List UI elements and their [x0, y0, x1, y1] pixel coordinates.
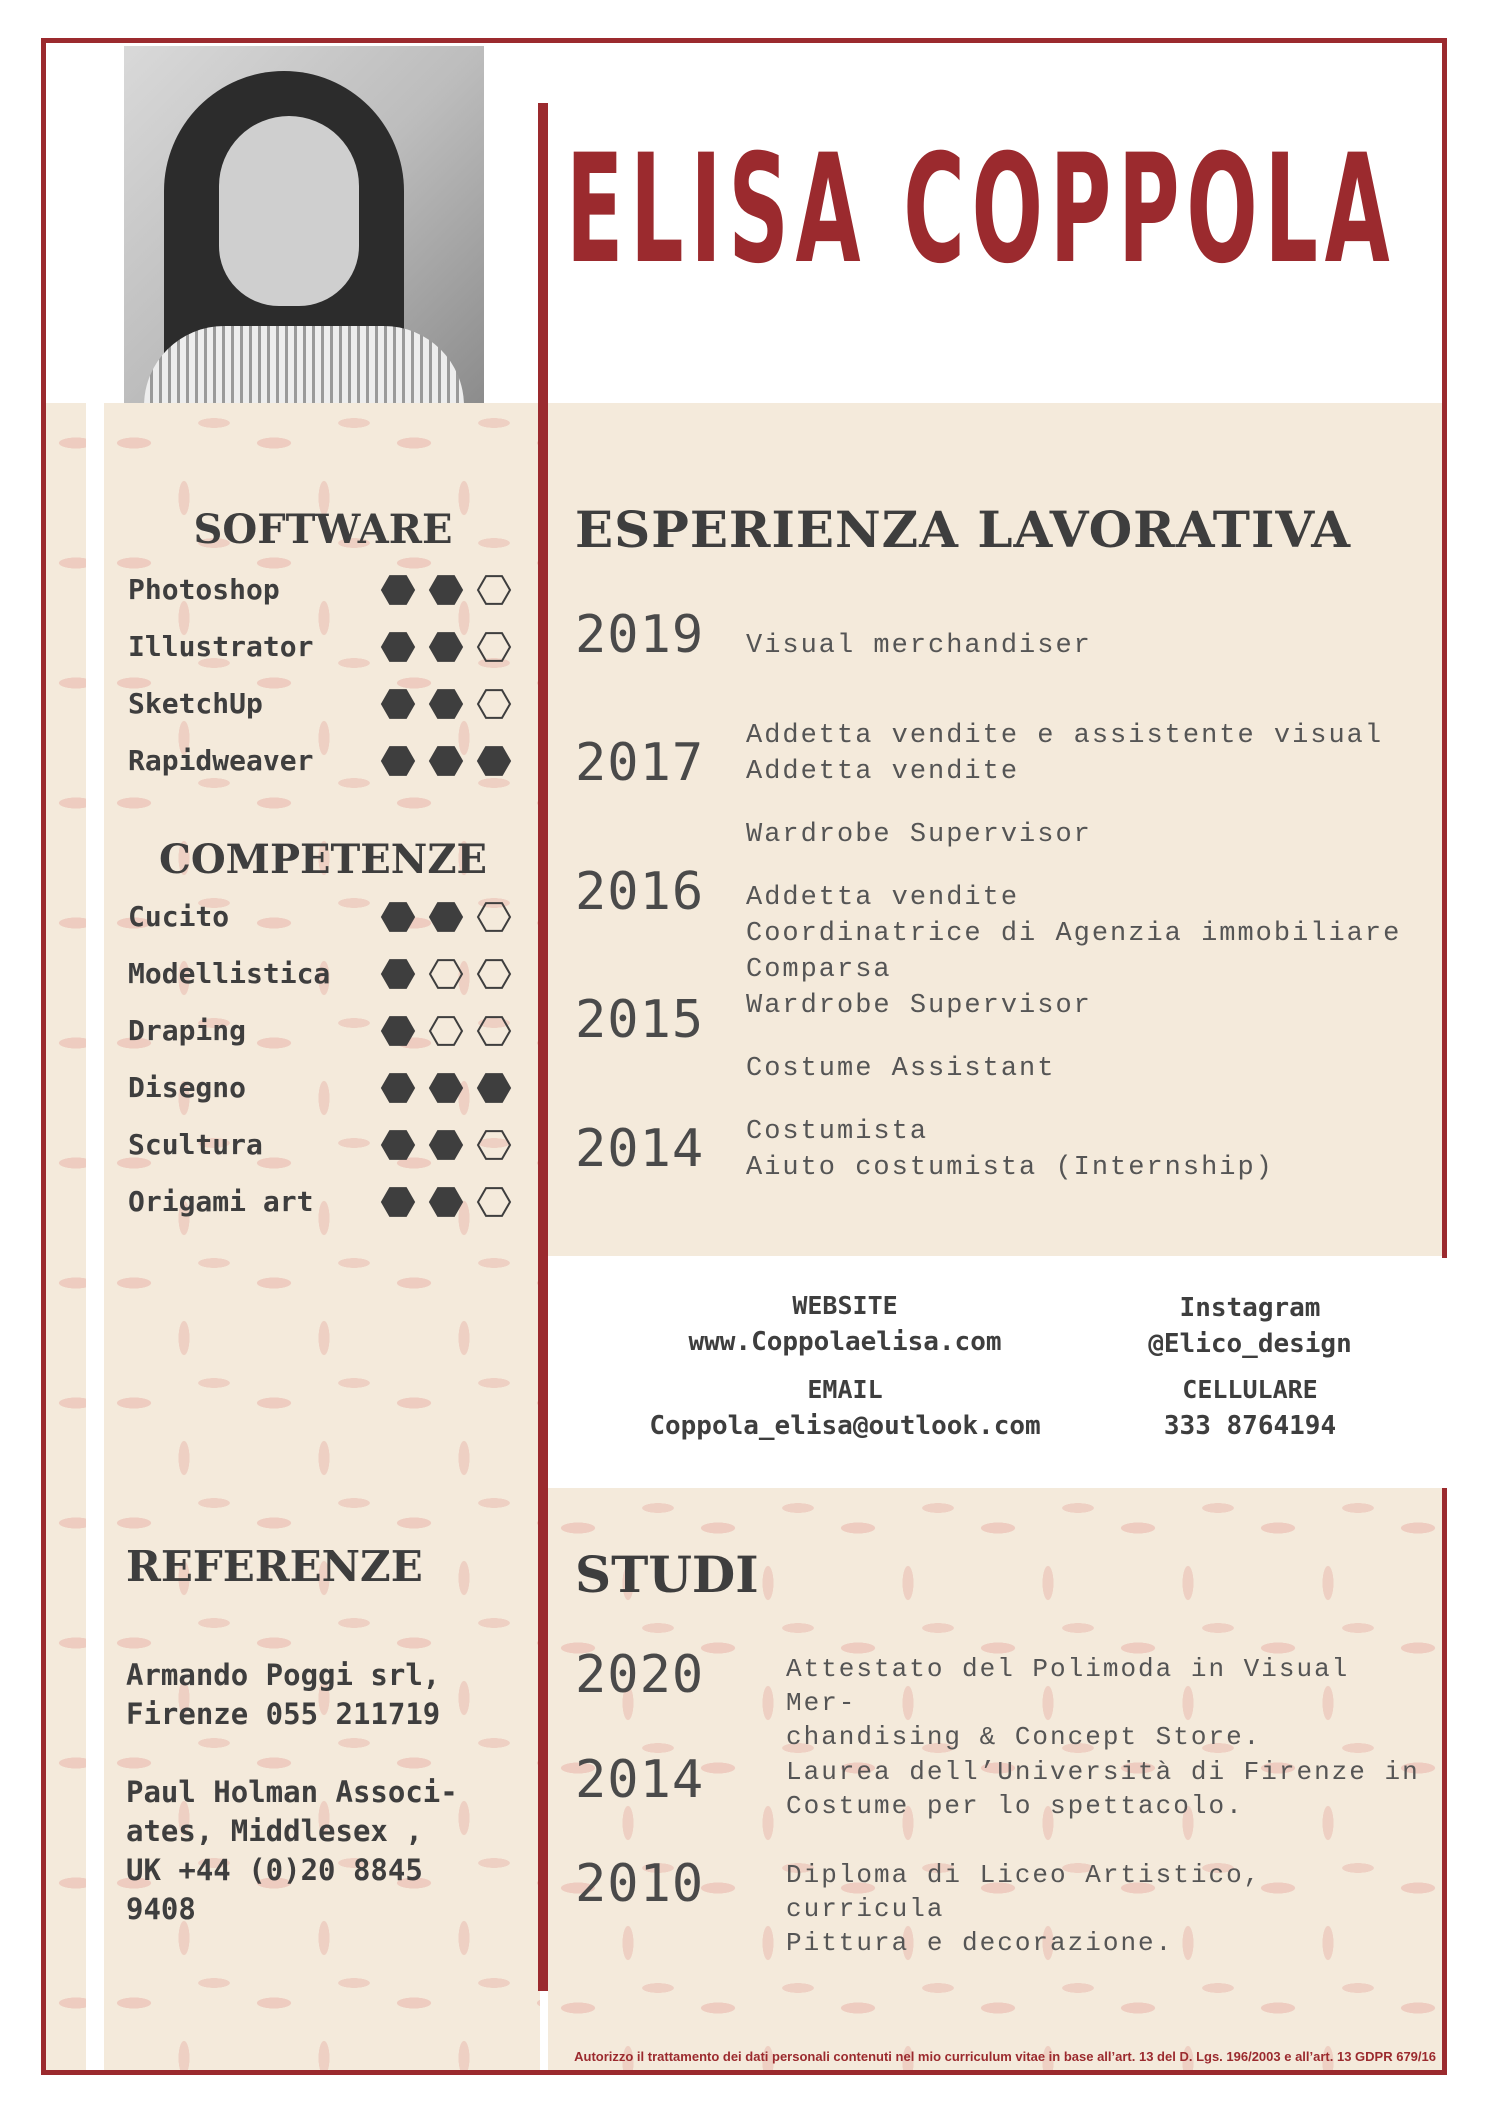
hexagon-filled-icon: [382, 633, 414, 661]
hexagon-empty-icon: [430, 1017, 462, 1045]
experience-year: 2015: [575, 990, 705, 1050]
skill-row: [128, 954, 518, 994]
email-link[interactable]: Coppola_elisa@outlook.com: [649, 1411, 1041, 1441]
experience-title: ESPERIENZA LAVORATIVA: [575, 500, 1352, 559]
job-title: Costumista: [746, 1117, 929, 1147]
hexagon-filled-icon: [430, 1188, 462, 1216]
skill-rating: [380, 745, 520, 777]
skill-row: [128, 1182, 518, 1222]
photo-face: [219, 116, 359, 306]
website-label: WEBSITE: [792, 1291, 898, 1320]
hexagon-filled-icon: [430, 576, 462, 604]
website-link[interactable]: www.Coppolaelisa.com: [688, 1327, 1002, 1357]
vertical-accent-bar: [538, 103, 548, 1991]
hexagon-filled-icon: [382, 903, 414, 931]
hexagon-empty-icon: [478, 690, 510, 718]
phone-number: 333 8764194: [1163, 1411, 1337, 1441]
hexagon-filled-icon: [430, 1131, 462, 1159]
skill-row: [128, 1011, 518, 1051]
hexagon-empty-icon: [478, 960, 510, 988]
skill-label: Cucito: [128, 900, 230, 933]
hexagon-filled-icon: [430, 633, 462, 661]
job-title: Costume Assistant: [746, 1054, 1056, 1084]
software-title: SOFTWARE: [193, 506, 453, 553]
frame-right-border-bottom: [1442, 1488, 1447, 2075]
hexagon-empty-icon: [430, 960, 462, 988]
skill-rating: [380, 1015, 520, 1047]
job-title: Visual merchandiser: [746, 631, 1092, 661]
job-title: Wardrobe Supervisor: [746, 991, 1092, 1021]
study-description: Diploma di Liceo Artistico, curricula Pittura e decorazione.: [786, 1860, 1262, 1958]
skill-rating: [380, 1072, 520, 1104]
skill-rating: [380, 901, 520, 933]
frame-right-border-top: [1442, 38, 1447, 1258]
instagram-label: Instagram: [1179, 1293, 1321, 1323]
job-title: Comparsa: [746, 955, 892, 985]
skill-label: Photoshop: [128, 573, 280, 606]
hexagon-empty-icon: [478, 1017, 510, 1045]
experience-year: 2014: [575, 1119, 705, 1179]
hexagon-filled-icon: [382, 690, 414, 718]
hexagon-filled-icon: [478, 1074, 510, 1102]
hexagon-empty-icon: [478, 903, 510, 931]
skill-label: Illustrator: [128, 630, 314, 663]
skill-row: [128, 684, 518, 724]
skill-label: Draping: [128, 1014, 247, 1047]
job-title: Coordinatrice di Agenzia immobiliare: [746, 919, 1402, 949]
competenze-title: COMPETENZE: [158, 836, 488, 883]
candidate-name: ELISA COPPOLA: [566, 123, 1397, 297]
experience-year: 2016: [575, 862, 705, 922]
skill-label: Rapidweaver: [128, 744, 314, 777]
profile-photo: [124, 46, 484, 403]
references-title: REFERENZE: [126, 1542, 423, 1591]
hexagon-filled-icon: [430, 903, 462, 931]
experience-year: 2019: [575, 605, 705, 665]
hexagon-filled-icon: [382, 576, 414, 604]
study-year: 2010: [575, 1854, 705, 1914]
frame-bottom-border: [41, 2070, 1447, 2075]
job-title: Aiuto costumista (Internship): [746, 1153, 1274, 1183]
hexagon-filled-icon: [430, 690, 462, 718]
skill-rating: [380, 1186, 520, 1218]
study-description: Attestato del Polimoda in Visual Mer- chandising & Concept Store.: [786, 1654, 1350, 1752]
skill-row: [128, 741, 518, 781]
skill-rating: [380, 958, 520, 990]
hexagon-empty-icon: [478, 633, 510, 661]
skill-rating: [380, 688, 520, 720]
hexagon-empty-icon: [478, 1188, 510, 1216]
skill-row: [128, 1125, 518, 1165]
skill-label: Origami art: [128, 1185, 314, 1218]
skill-label: SketchUp: [128, 687, 263, 720]
privacy-consent-note: Autorizzo il trattamento dei dati personali contenuti nel mio curriculum vitae in base all’art. 13 del D. Lgs. 196/2003 e all’art. 13 GDPR 679/16: [574, 2049, 1436, 2064]
hexagon-filled-icon: [430, 747, 462, 775]
skill-row: [128, 1068, 518, 1108]
job-title: Wardrobe Supervisor: [746, 820, 1092, 850]
skill-label: Modellistica: [128, 957, 331, 990]
phone-label: CELLULARE: [1182, 1375, 1318, 1404]
experience-year: 2017: [575, 733, 705, 793]
frame-top-border: [41, 38, 1447, 43]
hexagon-filled-icon: [382, 1074, 414, 1102]
job-title: Addetta vendite: [746, 883, 1020, 913]
hexagon-empty-icon: [478, 1131, 510, 1159]
hexagon-filled-icon: [430, 1074, 462, 1102]
hexagon-empty-icon: [478, 576, 510, 604]
job-title: Addetta vendite: [746, 757, 1020, 787]
hexagon-filled-icon: [382, 747, 414, 775]
reference-entry: Armando Poggi srl, Firenze 055 211719: [126, 1658, 441, 1731]
job-title: Addetta vendite e assistente visual: [746, 721, 1384, 751]
hexagon-filled-icon: [382, 1017, 414, 1045]
skill-row: [128, 627, 518, 667]
study-year: 2014: [575, 1750, 705, 1810]
skill-rating: [380, 1129, 520, 1161]
photo-shirt: [144, 326, 464, 403]
hexagon-filled-icon: [382, 960, 414, 988]
skill-label: Scultura: [128, 1128, 263, 1161]
instagram-link[interactable]: @Elico_design: [1148, 1329, 1352, 1359]
skill-label: Disegno: [128, 1071, 247, 1104]
studies-title: STUDI: [575, 1545, 759, 1604]
email-label: EMAIL: [807, 1375, 883, 1404]
skill-rating: [380, 574, 520, 606]
hexagon-filled-icon: [382, 1188, 414, 1216]
study-description: Laurea dell’Università di Firenze in Costume per lo spettacolo.: [786, 1757, 1420, 1821]
skill-rating: [380, 631, 520, 663]
skill-row: [128, 897, 518, 937]
hexagon-filled-icon: [382, 1131, 414, 1159]
hexagon-filled-icon: [478, 747, 510, 775]
study-year: 2020: [575, 1645, 705, 1705]
skill-row: [128, 570, 518, 610]
left-pattern-strip: [46, 403, 86, 2070]
reference-entry: Paul Holman Associ- ates, Middlesex , UK +44 (0)20 8845 9408: [126, 1775, 458, 1926]
